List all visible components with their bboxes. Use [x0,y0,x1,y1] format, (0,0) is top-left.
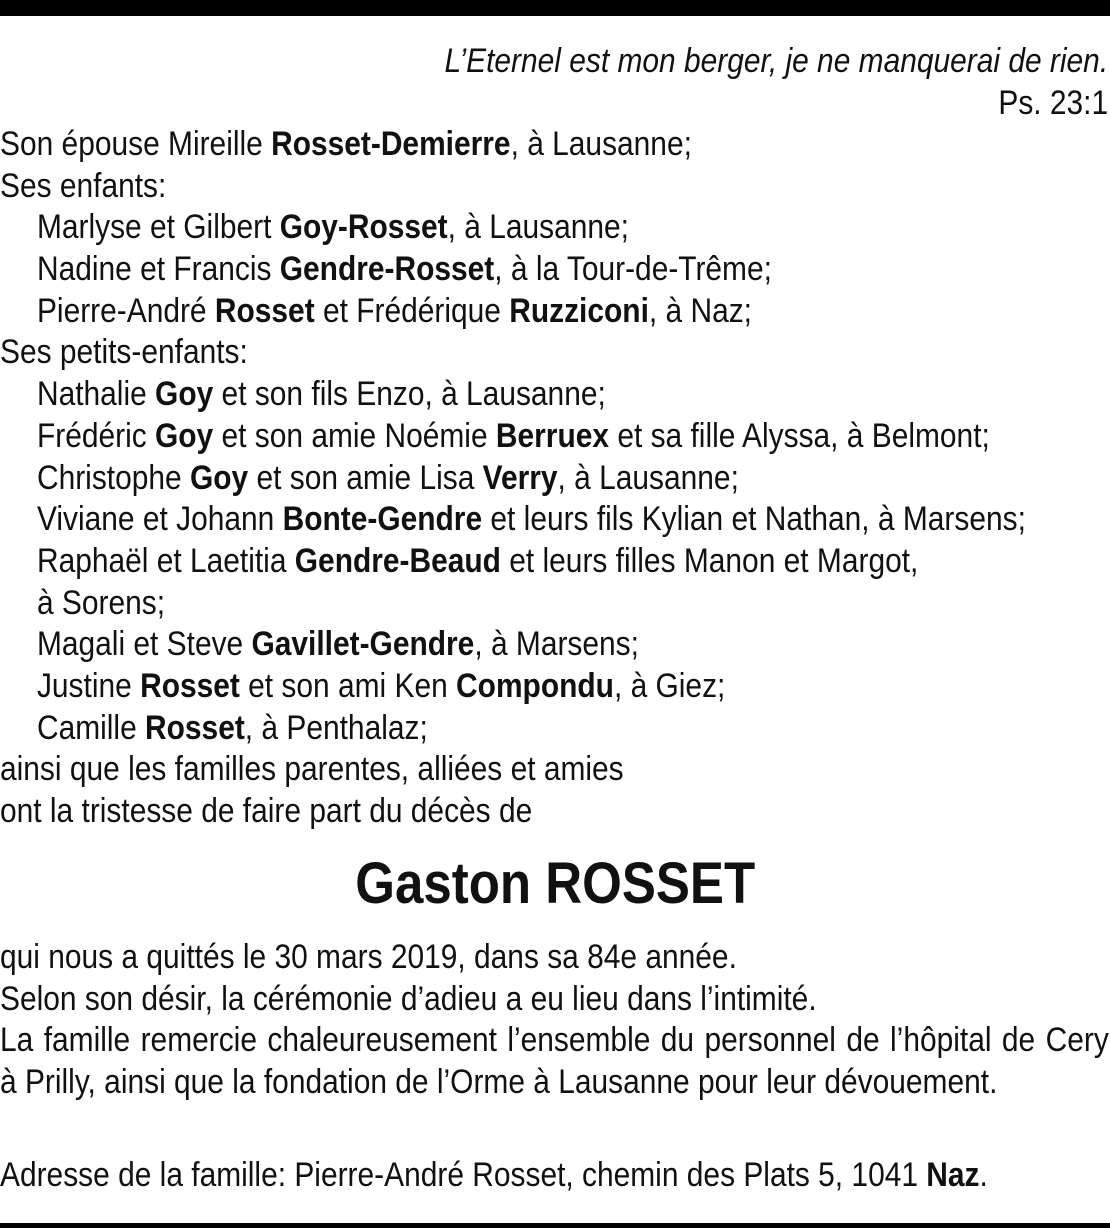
grandchild-entry [0,458,1109,500]
children-heading: Ses enfants: [0,166,167,205]
death-date-line: qui nous a quittés le 30 mars 2019, dans sa 84e année. [0,938,737,976]
entry-text: , à Naz; [648,291,753,330]
spouse-prefix: Son épouse Mireille [0,125,272,163]
child-entry [0,249,1109,291]
spouse-suffix: , à Lausanne; [510,125,692,163]
entry-text: Christophe [36,458,190,497]
entry-text: Nadine et Francis [36,250,280,289]
entry-surname: Goy-Rosset [279,208,448,247]
closing-text [0,937,1109,1103]
entry-surname: Bonte-Gendre [282,500,483,539]
entry-text: , à Marsens; [474,625,639,664]
spouse-name: Rosset-Demierre [271,125,511,163]
entry-text: Frédéric [36,416,156,455]
entry-surname: Gendre-Rosset [279,250,495,289]
entry-text: Justine [36,666,141,705]
entry-surname: Compondu [456,666,614,705]
entry-surname: Verry [482,458,558,497]
grandchild-entry [0,374,1109,416]
deceased-name [0,846,1110,922]
entry-text: Raphaël et Laetitia [36,541,295,580]
entry-surname: Berruex [495,416,610,455]
grandchild-entry [0,416,1109,458]
address-town: Naz [926,1156,980,1194]
epigraph [444,40,1108,124]
entry-text: Magali et Steve [36,625,252,664]
child-entry [0,291,1109,333]
entry-text: et son fils Enzo, à Lausanne; [213,375,606,414]
announcement-line: ont la tristesse de faire part du décès de [0,792,533,830]
bottom-rule [0,1223,1110,1228]
ceremony-line: Selon son désir, la cérémonie d’adieu a eu lieu dans l’intimité. [0,979,817,1018]
family-address [0,1155,988,1196]
entry-surname: Rosset [214,291,315,330]
entry-text: et leurs fils Kylian et Nathan, à Marsens; [482,500,1026,539]
spouse-line [0,124,1109,166]
entry-text: et son amie Lisa [248,458,483,497]
thanks-paragraph: La famille remercie chaleureusement l’ensemble du personnel de l’hôpital de Cery à Prilly, ainsi que la fondation de l’Orme à Lausanne pour leur dévouement. [0,1021,1109,1101]
entry-text: , à Lausanne; [447,208,629,247]
grandchild-entry [0,666,1109,708]
entry-text: Camille [36,708,146,747]
entry-text: , à Lausanne; [557,458,739,497]
entry-surname: Goy [189,458,249,497]
epigraph-reference: Ps. 23:1 [998,84,1108,122]
entry-text: à Sorens; [36,583,166,622]
entry-text: Pierre-André [36,291,215,330]
entry-surname: Gendre-Beaud [294,541,501,580]
entry-surname: Goy [155,375,214,414]
entry-text: Viviane et Johann [36,500,283,539]
entry-text: , à Penthalaz; [244,708,428,747]
family-list [0,124,1109,833]
grandchild-entry [0,624,1109,666]
entry-surname: Goy [155,416,214,455]
grandchild-entry [0,708,1109,750]
entry-surname: Gavillet-Gendre [251,625,475,664]
address-text: Adresse de la famille: Pierre-André Rosset, chemin des Plats 5, 1041 [0,1156,927,1194]
entry-surname: Rosset [140,666,240,705]
entry-text: et sa fille Alyssa, à Belmont; [609,416,990,455]
entry-text: , à la Tour-de-Trême; [494,250,772,289]
grandchild-entry [0,499,1109,541]
entry-text: Nathalie [36,375,156,414]
entry-surname: Rosset [145,708,245,747]
address-suffix: . [979,1156,988,1194]
entry-text: et son ami Ken [239,666,457,705]
grandchild-entry [0,541,1109,583]
deceased-name-text: Gaston ROSSET [355,851,755,916]
entry-text: et leurs filles Manon et Margot, [500,541,919,580]
entry-text: , à Giez; [613,666,726,705]
entry-surname: Ruzziconi [509,291,649,330]
entry-text: et Frédérique [314,291,510,330]
entry-text: Marlyse et Gilbert [36,208,280,247]
top-rule [0,0,1110,16]
families-line: ainsi que les familles parentes, alliées et amies [0,750,624,789]
epigraph-quote: L’Eternel est mon berger, je ne manquerai de rien. [444,42,1108,80]
grandchild-entry-continuation [0,583,1109,625]
grandchildren-heading: Ses petits-enfants: [0,333,248,372]
child-entry [0,207,1109,249]
entry-text: et son amie Noémie [213,416,496,455]
